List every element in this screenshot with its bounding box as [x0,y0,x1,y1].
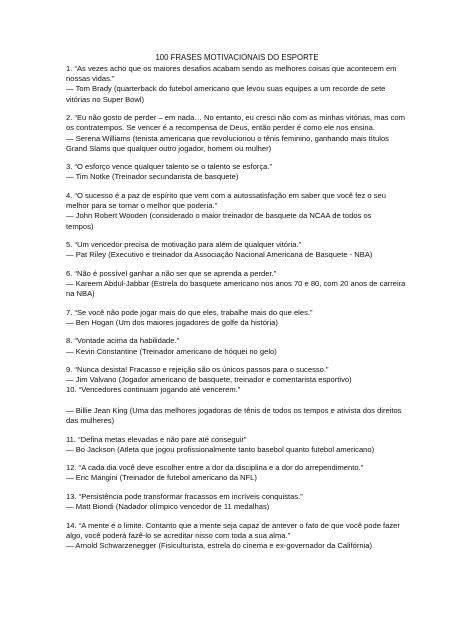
quote-author-line: — Billie Jean King (Uma das melhores jogadoras de tênis de todos os tempos e ativista dos direitos [66,405,402,415]
quote-author-line: das mulheres) [66,416,115,426]
quote-text-line: nossas vidas.” [66,74,115,84]
quote-text-line: 6. “Não é possível ganhar a não ser que se aprenda a perder.” [66,268,277,278]
quote-author-line: — Bo Jackson (Atleta que jogou profissionalmente tanto basebol quanto futebol americano) [66,444,375,454]
quote-text-line: 14. “A mente é o limite. Contanto que a mente seja capaz de antever o fato de que você pode fazer [66,520,400,530]
quote-author-line: — Kareem Abdul-Jabbar (Estrela do basquete americano nos anos 70 e 80, com 20 anos de carreira [66,278,406,288]
quote-author-line: — Tim Notke (Treinador secundarista de basquete) [66,172,239,182]
quote-item [66,308,420,328]
quote-author-line [66,396,420,406]
quote-author-line: 10. “Vencedores continuam jogando até vencerem.” [66,385,241,395]
quote-item [66,269,420,300]
quote-text-line: 8. “Vontade acima da habilidade.” [66,336,180,346]
quote-text-line: 13. “Persistência pode transformar fracassos em incríveis conquistas.” [66,491,303,501]
quote-item [66,521,420,552]
quote-text-line: melhor para se tornar o melhor que poderia.” [66,201,218,211]
quote-author-line: — Pat Riley (Executivo e treinador da Associação Nacional Americana de Basquete - NBA) [66,250,373,260]
quote-text-line: 4. “O sucesso é a paz de espírito que vem com a autossatisfação em saber que você fez o seu [66,190,386,200]
quote-item [66,162,420,182]
quote-item [66,463,420,483]
quote-item [66,191,420,232]
quote-item [66,336,420,356]
quote-author-line: tempos) [66,221,94,231]
quote-item [66,492,420,512]
quote-text-line: 1. “As vezes acho que os maiores desafios acabam sendo as melhores coisas que acontecem em [66,64,397,73]
quote-author-line: — John Robert Wooden (considerado o maior treinador de basquete da NCAA de todos os [66,211,372,221]
quote-item [66,240,420,260]
quotes-list [66,64,420,560]
quote-author-line: — Serena Williams (tenista americana que revolucionou o tênis feminino, ganhando mais títulos [66,133,389,143]
quote-text-line: 9. “Nunca desista! Fracasso e rejeição são os únicos passos para o sucesso.” [66,365,329,375]
quote-text-line: 7. “Se você não pode jogar mais do que eles, trabalhe mais do que eles.” [66,307,313,317]
quote-author-line: — Eric Mangini (Treinador de futebol americano da NFL) [66,473,257,483]
quote-text-line: 5. “Um vencedor precisa de motivação para além de qualquer vitória.” [66,240,302,250]
quote-author-line: — Arnold Schwarzenegger (Fisiculturista, estrela do cinema e ex-governador da Califórnia) [66,541,373,551]
quote-item [66,435,420,455]
document-title: 100 FRASES MOTIVACIONAIS DO ESPORTE [155,53,319,62]
quote-item [66,365,420,426]
quote-item [66,113,420,154]
quote-author-line: — Tom Brady (quarterback do futebol americano que levou suas equipes a um recorde de sete [66,84,386,94]
quote-author-line: na NBA) [66,289,95,299]
quote-text-line: 11. “Defina metas elevadas e não pare até conseguir” [66,434,247,444]
quote-item [66,64,420,105]
quote-author-line: vitórias no Super Bowl) [66,94,145,104]
quote-text-line: os contratempos. Se vencer é a recompensa de Deus, então perder é como ele nos ensina. [66,123,375,133]
quote-author-line: — Matt Biondi (Nadador olímpico vencedor de 11 medalhas) [66,502,270,512]
quote-text-line: 2. “Eu não gosto de perder – em nada… No entanto, eu cresci não com as minhas vitórias, mas com [66,113,405,123]
quote-author-line: — Jim Valvano (Jogador americano de basquete, treinador e comentarista esportivo) [66,375,352,385]
quote-text-line: 12. “A cada dia você deve escolher entre a dor da disciplina e a dor do arrependimento.” [66,463,364,473]
quote-text-line: 3. “O esforço vence qualquer talento se o talento se esforça.” [66,162,272,172]
quote-text-line: algo, você poderá fazê-lo se acreditar nisso com toda a sua alma.” [66,530,291,540]
quote-author-line: Grand Slams que qualquer outro jogador, homem ou mulher) [66,143,272,153]
quote-author-line: — Ben Hogan (Um dos maiores jogadores de golfe da história) [66,317,278,327]
quote-author-line: — Kevin Constantine (Treinador americano de hóquei no gelo) [66,346,277,356]
